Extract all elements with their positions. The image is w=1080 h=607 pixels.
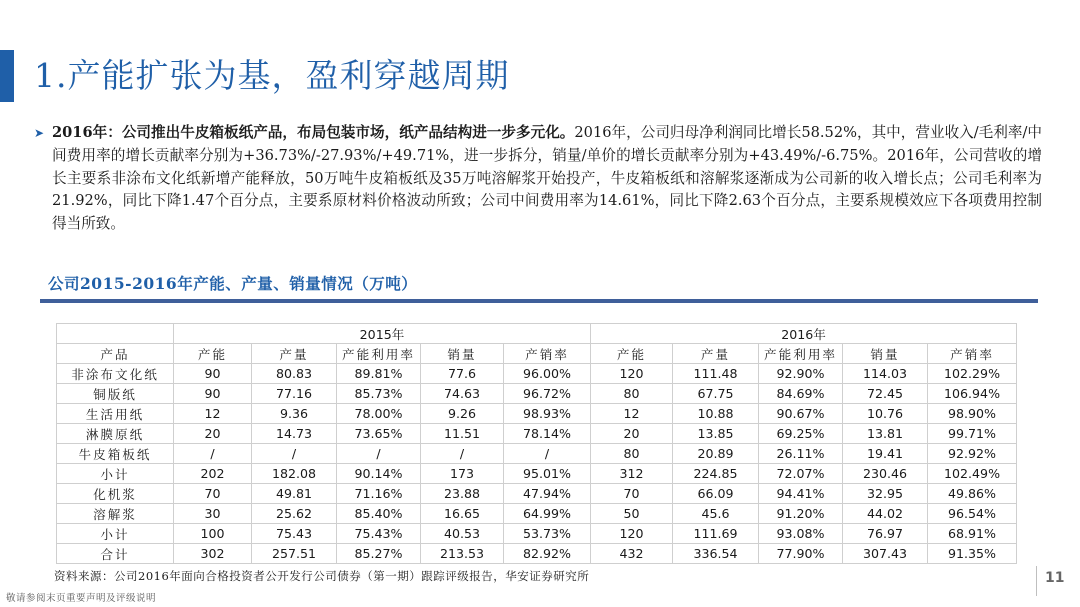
table-cell: 98.90% xyxy=(928,404,1017,424)
row-label: 合计 xyxy=(57,544,174,564)
table-cell: 84.69% xyxy=(759,384,843,404)
column-header: 销量 xyxy=(843,344,928,364)
table-cell: 114.03 xyxy=(843,364,928,384)
table-cell: 106.94% xyxy=(928,384,1017,404)
year-header-blank xyxy=(57,324,174,344)
table-cell: 257.51 xyxy=(252,544,337,564)
table-cell: 93.08% xyxy=(759,524,843,544)
table-cell: 76.97 xyxy=(843,524,928,544)
table-cell: 13.85 xyxy=(673,424,759,444)
table-cell: 9.36 xyxy=(252,404,337,424)
table-cell: 92.90% xyxy=(759,364,843,384)
column-header: 产能利用率 xyxy=(337,344,421,364)
table-cell: 82.92% xyxy=(504,544,591,564)
table-cell: 14.73 xyxy=(252,424,337,444)
table-cell: 66.09 xyxy=(673,484,759,504)
page-number: 11 xyxy=(1045,570,1065,586)
column-header: 产量 xyxy=(252,344,337,364)
column-header: 产能 xyxy=(174,344,252,364)
table-row xyxy=(57,444,1017,464)
table-cell: 92.92% xyxy=(928,444,1017,464)
table-cell: 102.49% xyxy=(928,464,1017,484)
table-cell: 78.14% xyxy=(504,424,591,444)
table-cell: 77.90% xyxy=(759,544,843,564)
table-cell: 45.6 xyxy=(673,504,759,524)
table-cell: 20 xyxy=(174,424,252,444)
table-cell: 91.35% xyxy=(928,544,1017,564)
table-cell: 49.86% xyxy=(928,484,1017,504)
table-cell: / xyxy=(174,444,252,464)
table-cell: 96.72% xyxy=(504,384,591,404)
table-cell: / xyxy=(337,444,421,464)
table-cell: 230.46 xyxy=(843,464,928,484)
row-label: 生活用纸 xyxy=(57,404,174,424)
row-label: 溶解浆 xyxy=(57,504,174,524)
row-label: 非涂布文化纸 xyxy=(57,364,174,384)
table-cell: 25.62 xyxy=(252,504,337,524)
row-label: 化机浆 xyxy=(57,484,174,504)
table-cell: 12 xyxy=(174,404,252,424)
table-cell: 32.95 xyxy=(843,484,928,504)
table-cell: 9.26 xyxy=(421,404,504,424)
year-header-row xyxy=(57,324,1017,344)
table-cell: 98.93% xyxy=(504,404,591,424)
table-cell: 53.73% xyxy=(504,524,591,544)
summary-body: 2016年，公司归母净利润同比增长58.52%，其中，营业收入/毛利率/中间费用率的增长贡献率分别为+36.73%/-27.93%/+49.71%，进一步拆分，销量/单价的增长贡献率分别为+43.49%/-6.75%。2016年，公司营收的增长主要系非涂布文化纸新增产能释放，50万吨牛皮箱板纸及35万吨溶解浆开始投产，牛皮箱板纸和溶解浆逐渐成为公司新的收入增长点；公司毛利率为21.92%，同比下降1.47个百分点，主要系原材料价格波动所致；公司中间费用率为14.61%，同比下降2.63个百分点，主要系规模效应下各项费用控制得当所致。 xyxy=(52,124,1042,233)
table-cell: 47.94% xyxy=(504,484,591,504)
table-cell: 13.81 xyxy=(843,424,928,444)
table-cell: 96.54% xyxy=(928,504,1017,524)
column-header: 产能利用率 xyxy=(759,344,843,364)
table-cell: / xyxy=(252,444,337,464)
column-header: 产品 xyxy=(57,344,174,364)
table-cell: 75.43% xyxy=(337,524,421,544)
table-cell: 89.81% xyxy=(337,364,421,384)
table-cell: 10.88 xyxy=(673,404,759,424)
table-cell: 307.43 xyxy=(843,544,928,564)
table-cell: 11.51 xyxy=(421,424,504,444)
table-cell: 100 xyxy=(174,524,252,544)
table-cell: 49.81 xyxy=(252,484,337,504)
table-cell: 120 xyxy=(591,364,673,384)
table-row xyxy=(57,404,1017,424)
disclaimer-footer: 敬请参阅末页重要声明及评级说明 xyxy=(6,593,157,604)
table-cell: 90.67% xyxy=(759,404,843,424)
slide-title: 1.产能扩张为基，盈利穿越周期 xyxy=(34,56,510,95)
table-cell: 50 xyxy=(591,504,673,524)
table-cell: 80.83 xyxy=(252,364,337,384)
table-cell: 120 xyxy=(591,524,673,544)
column-header: 产量 xyxy=(673,344,759,364)
table-cell: 77.16 xyxy=(252,384,337,404)
table-cell: 99.71% xyxy=(928,424,1017,444)
table-cell: / xyxy=(421,444,504,464)
table-cell: 432 xyxy=(591,544,673,564)
table-cell: 71.16% xyxy=(337,484,421,504)
table-cell: 20.89 xyxy=(673,444,759,464)
table-row xyxy=(57,524,1017,544)
table-cell: 85.27% xyxy=(337,544,421,564)
caption-underline xyxy=(40,299,1038,303)
table-cell: 10.76 xyxy=(843,404,928,424)
row-label: 牛皮箱板纸 xyxy=(57,444,174,464)
row-label: 淋膜原纸 xyxy=(57,424,174,444)
table-cell: 75.43 xyxy=(252,524,337,544)
table-cell: 336.54 xyxy=(673,544,759,564)
table-cell: 302 xyxy=(174,544,252,564)
table-cell: 94.41% xyxy=(759,484,843,504)
year-2016: 2016年 xyxy=(591,324,1017,344)
table-cell: 73.65% xyxy=(337,424,421,444)
table-row xyxy=(57,504,1017,524)
table-cell: 12 xyxy=(591,404,673,424)
table-cell: 77.6 xyxy=(421,364,504,384)
table-cell: 67.75 xyxy=(673,384,759,404)
table-cell: 95.01% xyxy=(504,464,591,484)
table-row xyxy=(57,544,1017,564)
table-cell: 85.40% xyxy=(337,504,421,524)
table-cell: 16.65 xyxy=(421,504,504,524)
table-cell: 23.88 xyxy=(421,484,504,504)
table-cell: 96.00% xyxy=(504,364,591,384)
table-row xyxy=(57,364,1017,384)
column-header-row xyxy=(57,344,1017,364)
table-cell: / xyxy=(504,444,591,464)
table-cell: 173 xyxy=(421,464,504,484)
table-cell: 26.11% xyxy=(759,444,843,464)
summary-paragraph xyxy=(34,122,1042,236)
table-cell: 40.53 xyxy=(421,524,504,544)
column-header: 产能 xyxy=(591,344,673,364)
capacity-table xyxy=(56,323,1017,564)
page-number-divider xyxy=(1036,566,1037,596)
table-cell: 80 xyxy=(591,384,673,404)
table-cell: 111.69 xyxy=(673,524,759,544)
table-container xyxy=(56,323,1016,562)
bullet-arrow-icon: ➤ xyxy=(34,126,45,140)
table-cell: 111.48 xyxy=(673,364,759,384)
table-cell: 20 xyxy=(591,424,673,444)
table-cell: 30 xyxy=(174,504,252,524)
column-header: 产销率 xyxy=(928,344,1017,364)
table-cell: 90.14% xyxy=(337,464,421,484)
table-cell: 72.07% xyxy=(759,464,843,484)
table-cell: 68.91% xyxy=(928,524,1017,544)
column-header: 产销率 xyxy=(504,344,591,364)
table-cell: 69.25% xyxy=(759,424,843,444)
table-cell: 74.63 xyxy=(421,384,504,404)
table-cell: 70 xyxy=(591,484,673,504)
table-cell: 78.00% xyxy=(337,404,421,424)
table-cell: 72.45 xyxy=(843,384,928,404)
table-row xyxy=(57,424,1017,444)
column-header: 销量 xyxy=(421,344,504,364)
table-cell: 85.73% xyxy=(337,384,421,404)
table-cell: 19.41 xyxy=(843,444,928,464)
row-label: 小计 xyxy=(57,524,174,544)
summary-lead: 2016年：公司推出牛皮箱板纸产品，布局包装市场，纸产品结构进一步多元化。 xyxy=(52,124,575,141)
table-row xyxy=(57,384,1017,404)
table-cell: 102.29% xyxy=(928,364,1017,384)
table-cell: 91.20% xyxy=(759,504,843,524)
title-accent-bar xyxy=(0,50,14,102)
table-row xyxy=(57,484,1017,504)
table-cell: 70 xyxy=(174,484,252,504)
table-cell: 182.08 xyxy=(252,464,337,484)
table-cell: 90 xyxy=(174,364,252,384)
year-2015: 2015年 xyxy=(174,324,591,344)
table-cell: 224.85 xyxy=(673,464,759,484)
table-cell: 213.53 xyxy=(421,544,504,564)
row-label: 小计 xyxy=(57,464,174,484)
table-cell: 202 xyxy=(174,464,252,484)
table-cell: 312 xyxy=(591,464,673,484)
table-cell: 90 xyxy=(174,384,252,404)
source-note: 资料来源：公司2016年面向合格投资者公开发行公司债券（第一期）跟踪评级报告，华安证券研究所 xyxy=(54,569,590,583)
table-row xyxy=(57,464,1017,484)
table-cell: 64.99% xyxy=(504,504,591,524)
row-label: 铜版纸 xyxy=(57,384,174,404)
table-cell: 44.02 xyxy=(843,504,928,524)
table-caption: 公司2015-2016年产能、产量、销量情况（万吨） xyxy=(48,274,418,293)
table-cell: 80 xyxy=(591,444,673,464)
